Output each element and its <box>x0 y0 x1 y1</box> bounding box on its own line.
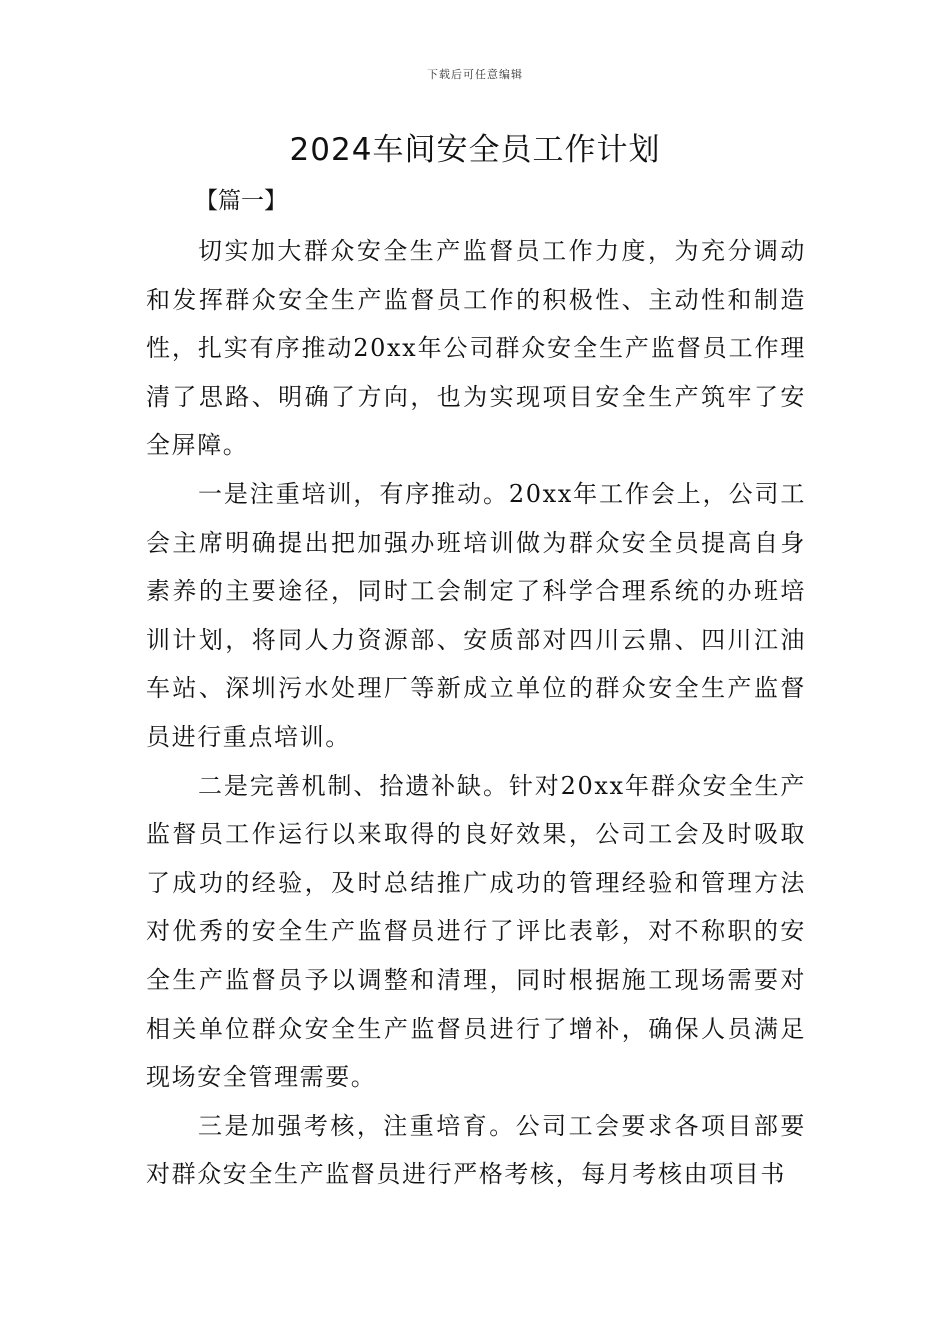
section-label: 【篇一】 <box>195 188 287 214</box>
document-title: 2024车间安全员工作计划 <box>289 132 661 168</box>
document-body <box>146 176 806 1199</box>
header-note: 下载后可任意编辑 <box>427 68 523 81</box>
paragraph-4: 三是加强考核，注重培育。公司工会要求各项目部要对群众安全生产监督员进行严格考核，每月考核由项目书 <box>146 1111 806 1189</box>
paragraph-3: 二是完善机制、拾遗补缺。针对20xx年群众安全生产监督员工作运行以来取得的良好效果，公司工会及时吸取了成功的经验，及时总结推广成功的管理经验和管理方法对优秀的安全生产监督员进行了评比表彰，对不称职的安全生产监督员予以调整和清理，同时根据施工现场需要对相关单位群众安全生产监督员进行了增补，确保人员满足现场安全管理需要。 <box>146 771 806 1092</box>
paragraph-1: 切实加大群众安全生产监督员工作力度，为充分调动和发挥群众安全生产监督员工作的积极性、主动性和制造性，扎实有序推动20xx年公司群众安全生产监督员工作理清了思路、明确了方向，也为实现项目安全生产筑牢了安全屏障。 <box>146 237 806 460</box>
paragraph-2: 一是注重培训，有序推动。20xx年工作会上，公司工会主席明确提出把加强办班培训做为群众安全员提高自身素养的主要途径，同时工会制定了科学合理系统的办班培训计划，将同人力资源部、安质部对四川云鼎、四川江油车站、深圳污水处理厂等新成立单位的群众安全生产监督员进行重点培训。 <box>146 479 806 751</box>
